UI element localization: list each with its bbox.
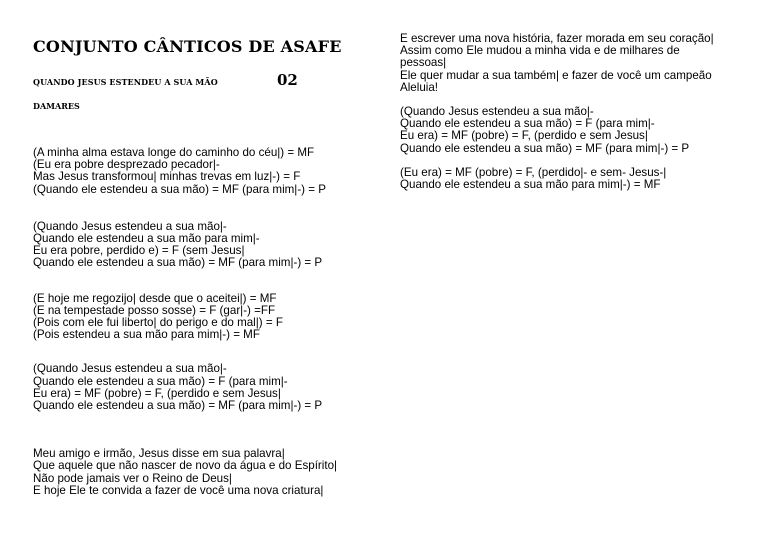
lyrics-line: Eu era pobre, perdido e) = F (sem Jesus|	[33, 244, 245, 258]
lyrics-line: Quando ele estendeu a sua mão) = MF (para mim|-) = P	[33, 256, 323, 270]
lyrics-line: Meu amigo e irmão, Jesus disse em sua palavra|	[33, 447, 285, 461]
lyrics-line: (Quando ele estendeu a sua mão) = MF (para mim|-) = P	[33, 182, 326, 196]
lyrics-line: (E hoje me regozijo| desde que o aceitei|) = MF	[33, 291, 277, 305]
lyrics-line: Eu era) = MF (pobre) = F, (perdido e sem Jesus|	[400, 129, 648, 143]
song-number: 02	[277, 71, 298, 89]
lyrics-line: (Quando Jesus estendeu a sua mão|-	[400, 105, 594, 119]
lyrics-line: E escrever uma nova história, fazer morada em seu coração|	[400, 32, 714, 45]
song-title: QUANDO JESUS ESTENDEU A SUA MÃO	[33, 77, 218, 87]
lyrics-line: (A minha alma estava longe do caminho do céu|) = MF	[33, 146, 315, 159]
lyrics-line: Quando ele estendeu a sua mão) = MF (para mim|-) = P	[400, 141, 690, 155]
lyrics-line: pessoas|	[400, 56, 447, 70]
lyrics-line: Quando ele estendeu a sua mão) = F (para mim|-	[400, 117, 655, 131]
lyrics-line: (Eu era pobre desprezado pecador|-	[33, 158, 220, 172]
lyrics-stanza	[400, 106, 760, 155]
lyrics-stanza	[33, 293, 383, 342]
lyrics-stanza	[33, 363, 383, 412]
lyrics-stanza	[400, 167, 760, 191]
lyrics-line: Quando ele estendeu a sua mão) = MF (para mim|-) = P	[33, 399, 323, 413]
lyrics-stanza	[33, 448, 383, 497]
artist-name: DAMARES	[33, 101, 80, 111]
lyrics-line: Quando ele estendeu a sua mão) = F (para mim|-	[33, 374, 288, 388]
lyrics-line: Eu era) = MF (pobre) = F, (perdido e sem Jesus|	[33, 386, 281, 400]
lyrics-line: Assim como Ele mudou a minha vida e de milhares de	[400, 44, 680, 58]
lyrics-left-column	[33, 147, 383, 497]
lyrics-line: E hoje Ele te convida a fazer de você uma nova criatura|	[33, 483, 324, 497]
lyrics-line: Aleluia!	[400, 80, 439, 94]
lyrics-line: Quando ele estendeu a sua mão para mim|-	[33, 232, 260, 246]
lyrics-line: Ele quer mudar a sua também| e fazer de você um campeão	[400, 68, 712, 82]
lyrics-right-column	[400, 33, 760, 191]
lyrics-line: (Quando Jesus estendeu a sua mão|-	[33, 219, 227, 233]
document-title: CONJUNTO CÂNTICOS DE ASAFE	[33, 37, 342, 56]
lyrics-line: Que aquele que não nascer de novo da água e do Espírito|	[33, 459, 338, 473]
lyrics-line: (Quando Jesus estendeu a sua mão|-	[33, 362, 227, 376]
lyrics-line: (Pois com ele fui liberto| do perigo e do mal|) = F	[33, 316, 283, 330]
lyrics-stanza	[33, 221, 383, 270]
lyrics-line: (E na tempestade posso sosse) = F (gar|-) =FF	[33, 303, 276, 317]
lyrics-line: Não pode jamais ver o Reino de Deus|	[33, 471, 232, 485]
lyrics-stanza	[400, 33, 760, 94]
lyrics-line: Mas Jesus transformou| minhas trevas em luz|-) = F	[33, 170, 301, 184]
lyrics-line: Quando ele estendeu a sua mão para mim|-) = MF	[400, 178, 661, 192]
lyrics-stanza	[33, 147, 383, 196]
lyrics-line: (Pois estendeu a sua mão para mim|-) = MF	[33, 328, 260, 342]
lyrics-line: (Eu era) = MF (pobre) = F, (perdido|- e sem- Jesus-|	[400, 165, 667, 179]
